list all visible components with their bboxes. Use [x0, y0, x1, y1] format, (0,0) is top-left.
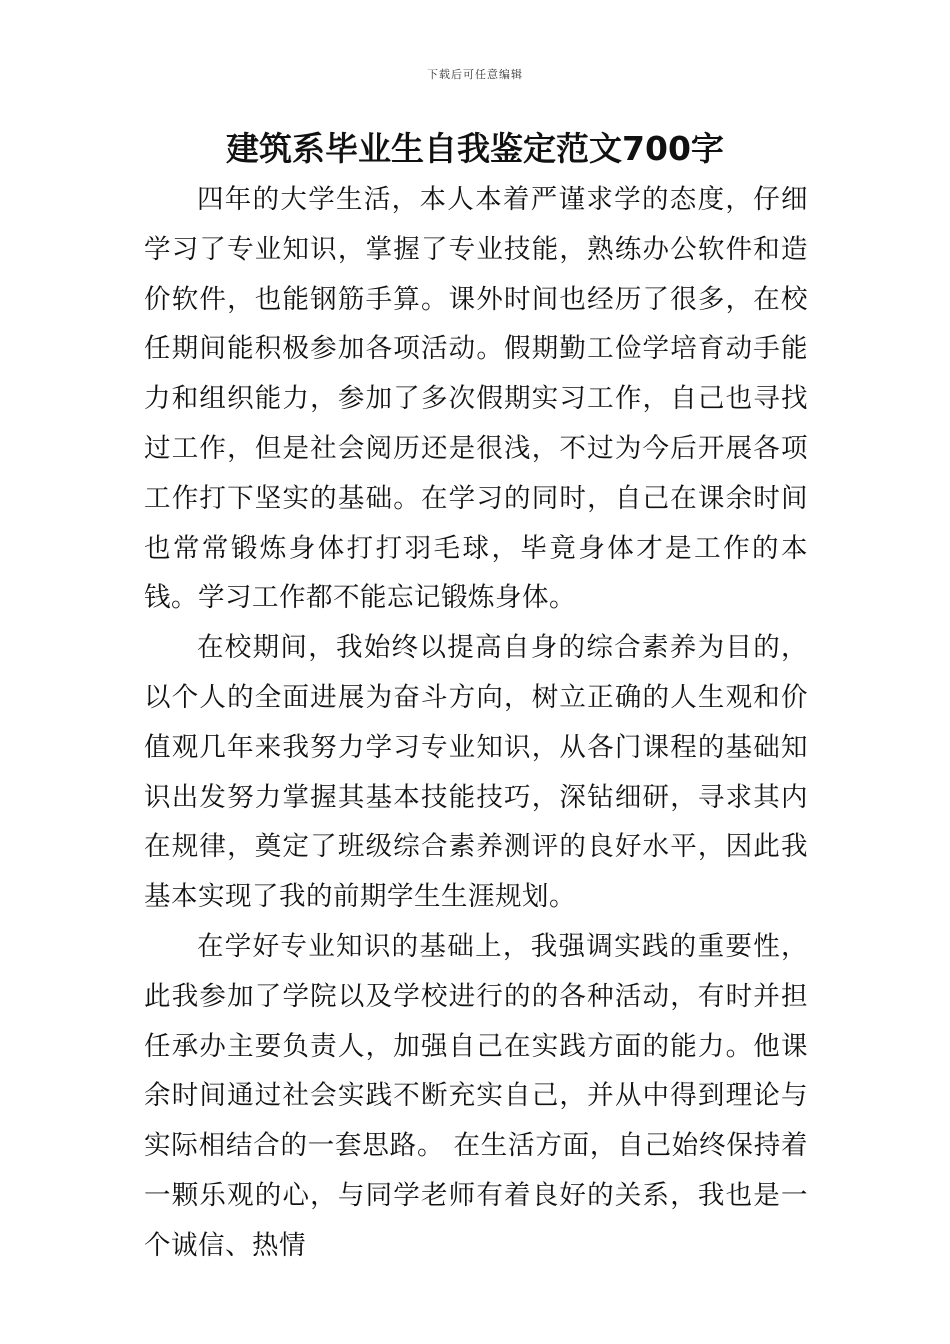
header-note: 下载后可任意编辑 [427, 68, 523, 81]
paragraph-3: 在学好专业知识的基础上，我强调实践的重要性，此我参加了学院以及学校进行的的各种活动，有时并担任承办主要负责人，加强自己在实践方面的能力。他课余时间通过社会实践不断充实自己，并从中得到理论与实际相结合的一套思路。 在生活方面，自己始终保持着一颗乐观的心，与同学老师有着良好的关系，我也是一个诚信、热情 [144, 930, 808, 1261]
paragraph-2: 在校期间，我始终以提高自身的综合素养为目的，以个人的全面进展为奋斗方向，树立正确的人生观和价值观几年来我努力学习专业知识，从各门课程的基础知识出发努力掌握其基本技能技巧，深钻细研，寻求其内在规律，奠定了班级综合素养测评的良好水平，因此我基本实现了我的前期学生生涯规划。 [144, 632, 808, 913]
document-title: 建筑系毕业生自我鉴定范文700字 [226, 129, 724, 168]
document-body [144, 175, 808, 1271]
paragraph-1: 四年的大学生活，本人本着严谨求学的态度，仔细学习了专业知识，掌握了专业技能，熟练办公软件和造价软件，也能钢筋手算。课外时间也经历了很多，在校任期间能积极参加各项活动。假期勤工俭学培育动手能力和组织能力，参加了多次假期实习工作，自己也寻找过工作，但是社会阅历还是很浅，不过为今后开展各项工作打下坚实的基础。在学习的同时，自己在课余时间也常常锻炼身体打打羽毛球，毕竟身体才是工作的本钱。学习工作都不能忘记锻炼身体。 [144, 184, 808, 614]
